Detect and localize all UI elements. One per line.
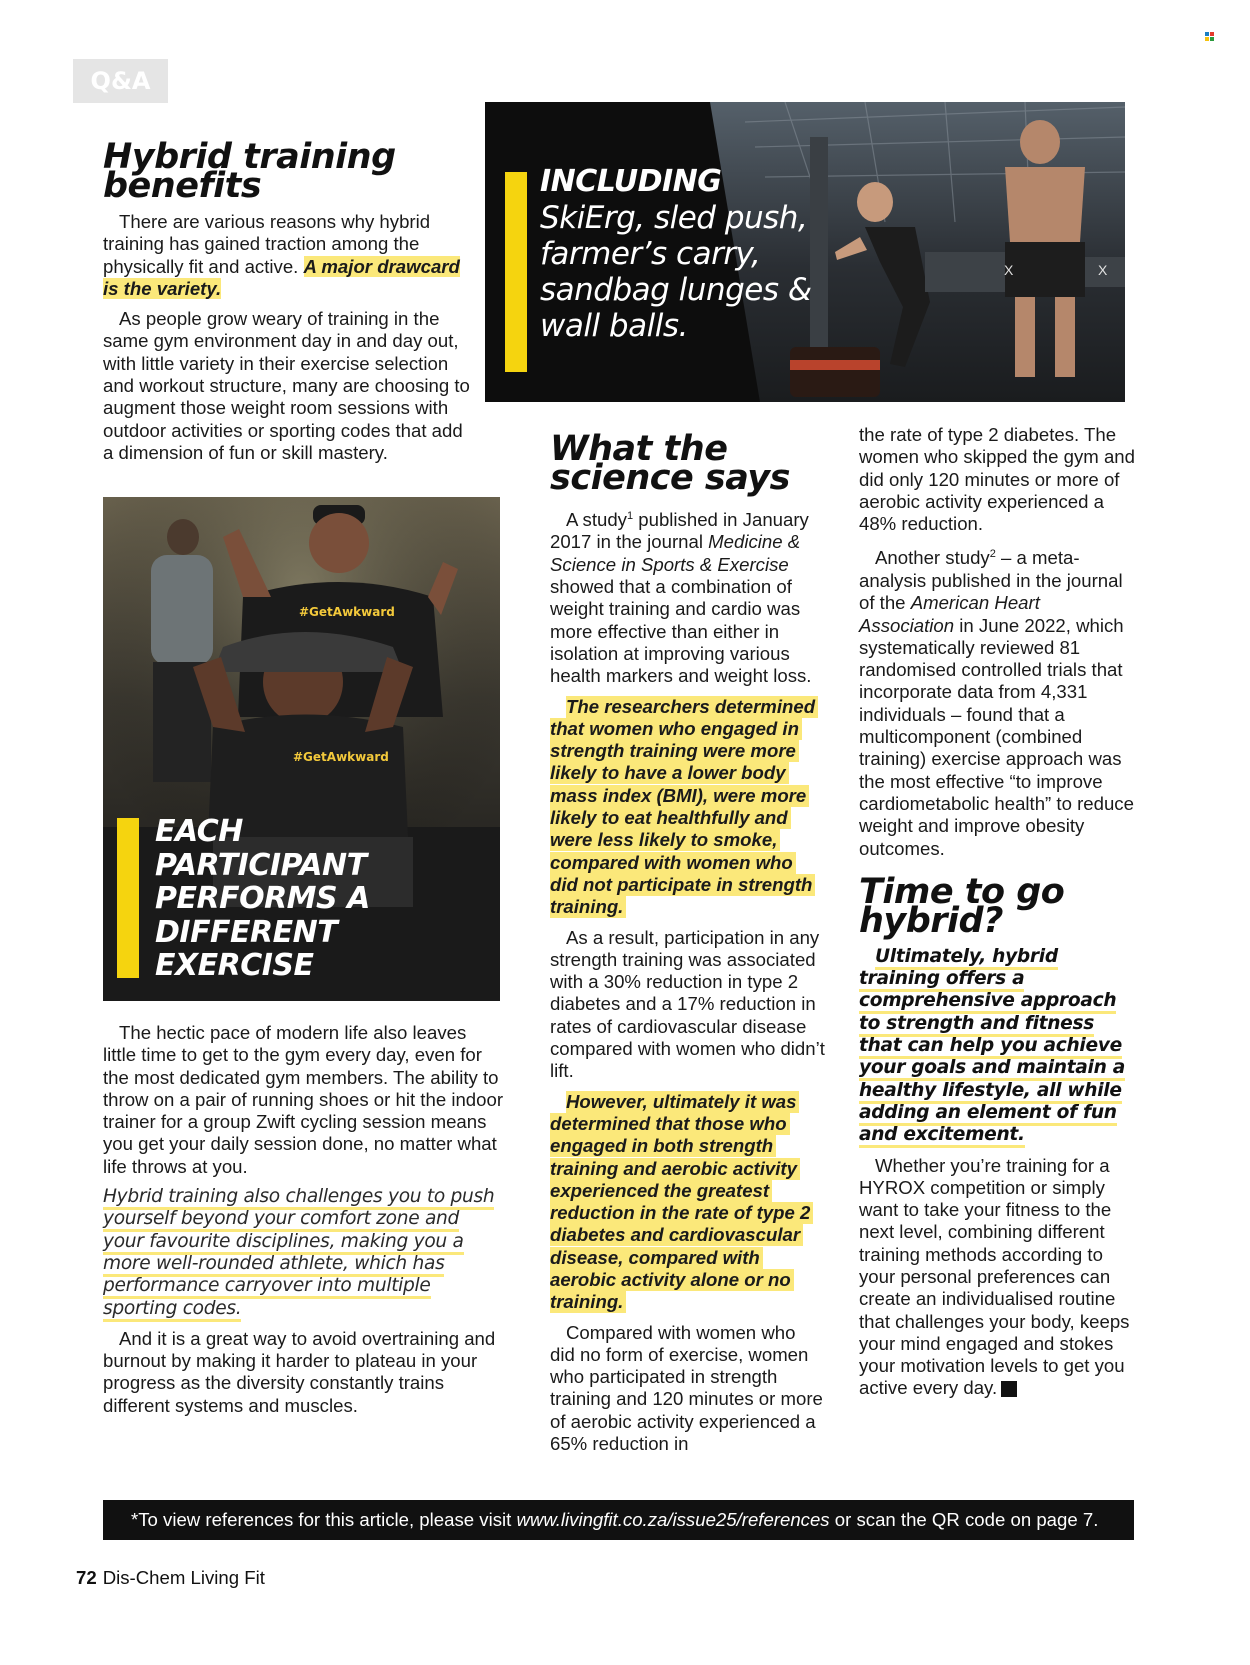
text: *To view references for this article, please visit (131, 1509, 517, 1530)
text: There are various reasons why hybrid training has gained traction among the physically fit and active. (103, 211, 431, 277)
paragraph: As a result, participation in any strength training was associated with a 30% reduction in type 2 diabetes and a 17% reduction in rates of cardiovascular disease compared with women who didn’t lift. (550, 926, 825, 1082)
heading-hybrid-training-benefits: Hybrid training benefits (103, 137, 396, 206)
pull-quote-right (859, 946, 1139, 1147)
shirt-print-bottom: #GetAwkward (293, 750, 389, 764)
column-right (859, 424, 1139, 1408)
paragraph (859, 543, 1139, 859)
pull-quote-left (103, 1186, 503, 1320)
journal-name: Medicine & Science in Sports & Exercise (550, 531, 801, 575)
paragraph (550, 505, 825, 688)
photo-hyrox-event (485, 102, 1125, 402)
highlight-text: A major drawcard is the variety. (103, 255, 460, 299)
text: in June 2022, which systematically reviewed 81 randomised controlled trials that incorporate data from 4,331 individuals – found that a multicomponent (combined training) exercise approach was the most effective “to improve cardiometabolic health” to reduce weight and improve obesity outcomes. (859, 614, 1134, 859)
section-tag: Q&A (73, 59, 168, 103)
highlight-text: However, ultimately it was determined that those who engaged in both strength training and aerobic activity experienced the greatest reduction in the rate of type 2 diabetes and cardiovascular disease, compared with aerobic activity alone or no training. (550, 1091, 813, 1314)
footnote-ref: 1 (626, 510, 634, 522)
page-footer (76, 1567, 265, 1589)
photo-caption-top (540, 164, 840, 344)
text: A study (566, 509, 627, 531)
footnote-ref: 2 (989, 548, 996, 561)
text: published in January 2017 in the journal (550, 509, 809, 553)
heading-what-the-science-says: What the science says (550, 429, 790, 498)
references-bar (103, 1500, 1134, 1540)
lf-end-mark-icon: LF (1001, 1381, 1017, 1397)
paragraph: The hectic pace of modern life also leaves little time to get to the gym every day, even for the most dedicated gym members. The ability to throw on a pair of running shoes or hit the indoor trainer for a group Zwift cycling session means you get your daily session done, no matter what life throws at you. (103, 1022, 504, 1177)
text: – a meta-analysis published in the journal of the (859, 547, 1123, 614)
column-left-bottom (103, 1022, 503, 1425)
paragraph: Compared with women who did no form of exercise, women who participated in strength training and 120 minutes or more of aerobic activity experienced a 65% reduction in (550, 1321, 823, 1455)
caption-accent-bar (505, 172, 527, 372)
caption-accent-bar (117, 818, 139, 978)
caption-text: SkiErg, sled push, farmer’s carry, sandbag lunges & wall balls. (540, 200, 812, 344)
highlight-block (550, 1091, 825, 1314)
references-link[interactable]: www.livingfit.co.za/issue25/references (516, 1509, 830, 1530)
highlight-text: The researchers determined that women who engaged in strength training were more likely to have a lower body mass index (BMI), were more likely to eat healthfully and were less likely to smoke, compared with women who did not participate in strength training. (550, 696, 818, 919)
column-middle (550, 429, 825, 1463)
text: Whether you’re training for a HYROX competition or simply want to take your fitness to the next level, combining different training methods according to your personal preferences can create an individualised routine that challenges your body, keeps your mind engaged and stokes your motivation levels to get you active every day. (859, 1154, 1130, 1399)
journal-name: American Heart Association (859, 592, 1040, 636)
equipment-plate-2: X (1098, 262, 1108, 278)
pull-quote-text: Hybrid training also challenges you to push yourself beyond your comfort zone and your favourite disciplines, making you a more well-rounded athlete, which has performance carryover into multiple sporting codes. (103, 1186, 494, 1321)
caption-lead: INCLUDING (540, 164, 722, 199)
heading-time-to-go-hybrid: Time to go hybrid? (859, 871, 1065, 941)
text: Another study (875, 547, 990, 569)
shirt-print-top: #GetAwkward (299, 605, 395, 619)
photo-caption-left: EACH PARTICIPANT PERFORMS A DIFFERENT EXERCISE (155, 814, 370, 983)
page-number: 72 (76, 1567, 97, 1588)
highlight-block (550, 696, 825, 919)
column-left-top (103, 137, 478, 472)
corner-color-mark (1205, 32, 1215, 42)
publication-name: Dis-Chem Living Fit (102, 1567, 265, 1588)
paragraph (859, 1155, 1139, 1400)
text: or scan the QR code on page 7. (829, 1509, 1099, 1530)
paragraph: And it is a great way to avoid overtraining and burnout by making it harder to plateau in your progress as the diversity constantly trains different systems and muscles. (103, 1327, 496, 1416)
paragraph: As people grow weary of training in the same gym environment day in and day out, with little variety in their exercise selection and workout structure, many are choosing to augment those weight room sessions with outdoor activities or sporting codes that add a dimension of fun or skill mastery. (103, 308, 470, 463)
equipment-plate-1: X (1004, 262, 1014, 278)
paragraph (103, 211, 478, 300)
paragraph: the rate of type 2 diabetes. The women who skipped the gym and did only 120 minutes or more of aerobic activity experienced a 48% reduction. (859, 424, 1135, 535)
photo-participants (103, 497, 500, 1001)
text: showed that a combination of weight training and cardio was more effective than either in isolation at improving various health markers and weight loss. (550, 576, 812, 687)
pull-quote-text: Ultimately, hybrid training offers a comprehensive approach to strength and fitness that can help you achieve your goals and maintain a healthy lifestyle, all while adding an element of fun and excitement. (859, 946, 1125, 1148)
